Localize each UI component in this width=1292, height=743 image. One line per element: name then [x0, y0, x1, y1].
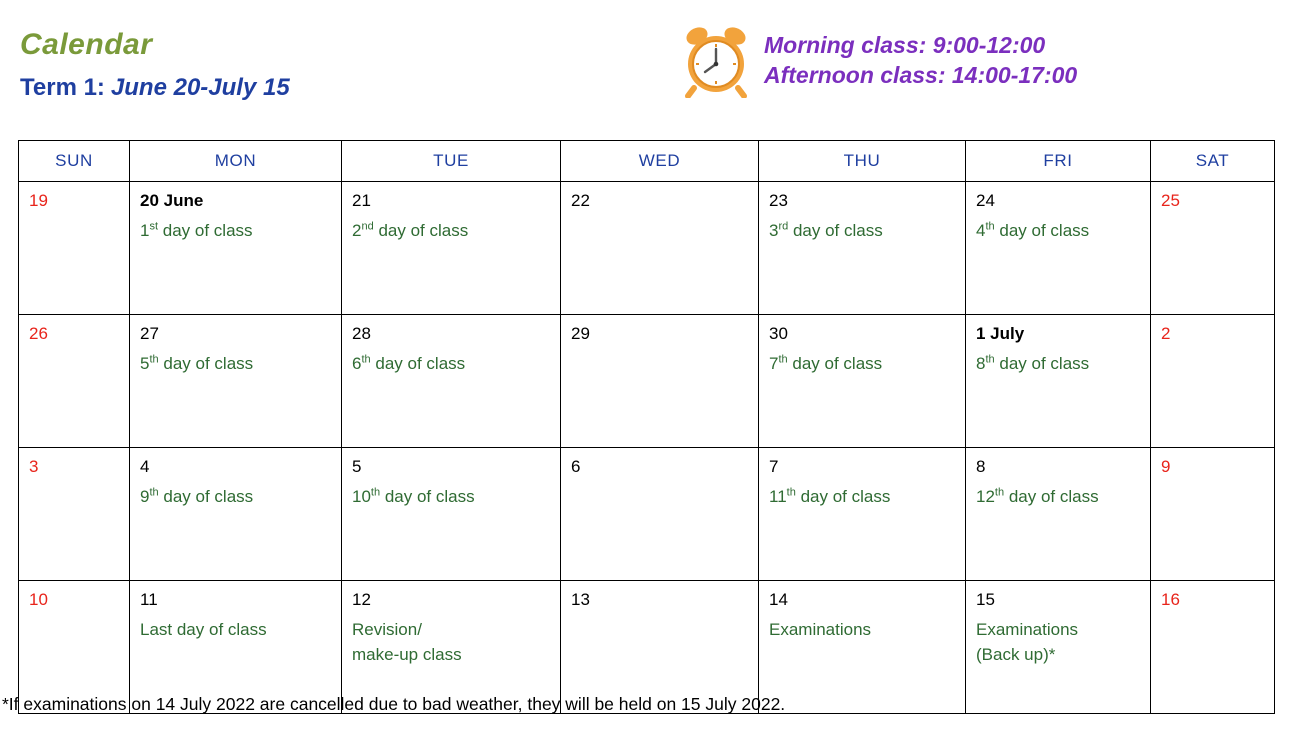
column-header-fri: FRI — [966, 141, 1151, 182]
calendar-day-cell[interactable] — [19, 315, 130, 448]
calendar-day-cell[interactable] — [1151, 182, 1275, 315]
calendar-header-row — [19, 141, 1275, 182]
day-number: 9 — [1161, 457, 1171, 476]
calendar-day-cell[interactable] — [130, 448, 342, 581]
day-number: 13 — [571, 590, 590, 609]
calendar-day-cell[interactable] — [759, 581, 966, 714]
day-note-line: 9th day of class — [140, 486, 254, 507]
day-number: 30 — [769, 324, 788, 343]
day-number: 4 — [140, 457, 150, 476]
ordinal-suffix: th — [985, 353, 995, 366]
calendar-day-cell[interactable] — [759, 448, 966, 581]
calendar-day-cell[interactable] — [130, 182, 342, 315]
ordinal-suffix: st — [149, 220, 159, 233]
calendar-day-cell[interactable] — [1151, 315, 1275, 448]
ordinal-suffix: nd — [361, 220, 374, 233]
column-header-sun: SUN — [19, 141, 130, 182]
day-number: 15 — [976, 590, 995, 609]
day-number: 28 — [352, 324, 371, 343]
calendar-day-cell[interactable] — [759, 315, 966, 448]
term-subtitle — [20, 75, 1270, 101]
day-note — [140, 618, 331, 643]
calendar-day-cell[interactable] — [561, 315, 759, 448]
calendar-day-cell[interactable] — [561, 182, 759, 315]
column-header-mon: MON — [130, 141, 342, 182]
day-number: 19 — [29, 191, 48, 210]
calendar-week-row — [19, 182, 1275, 315]
day-note — [769, 618, 955, 643]
day-number: 25 — [1161, 191, 1180, 210]
day-note-line: 11th day of class — [769, 486, 891, 507]
calendar-week-row — [19, 448, 1275, 581]
class-hours-text — [764, 32, 1077, 89]
calendar-body — [19, 182, 1275, 714]
day-number: 22 — [571, 191, 590, 210]
day-note — [352, 352, 550, 377]
day-note — [140, 352, 331, 377]
page-header — [20, 28, 1270, 128]
footnote: *If examinations on 14 July 2022 are cancelled due to bad weather, they will be held on 15 July 2022. — [2, 694, 786, 714]
day-note-line: Last day of class — [140, 620, 267, 640]
calendar-day-cell[interactable] — [1151, 581, 1275, 714]
day-number: 24 — [976, 191, 995, 210]
day-number: 29 — [571, 324, 590, 343]
day-number: 12 — [352, 590, 371, 609]
column-header-tue: TUE — [342, 141, 561, 182]
day-note-line: 4th day of class — [976, 220, 1090, 241]
ordinal-suffix: th — [994, 486, 1005, 499]
calendar-day-cell[interactable] — [966, 448, 1151, 581]
page-title: Calendar — [20, 28, 153, 61]
calendar-day-cell[interactable] — [130, 315, 342, 448]
day-number: 2 — [1161, 324, 1171, 343]
calendar-day-cell[interactable] — [342, 182, 561, 315]
calendar-day-cell[interactable] — [966, 581, 1151, 714]
day-number: 23 — [769, 191, 788, 210]
day-number: 8 — [976, 457, 986, 476]
class-hours-banner — [678, 22, 1077, 98]
ordinal-suffix: th — [149, 353, 159, 366]
day-note-line: Examinations — [976, 620, 1079, 640]
day-number: 10 — [29, 590, 48, 609]
day-number: 16 — [1161, 590, 1180, 609]
day-note-line: 10th day of class — [352, 486, 475, 507]
day-note-line: 3rd day of class — [769, 220, 883, 241]
term-label: Term 1: — [20, 74, 105, 101]
day-note-line: 6th day of class — [352, 353, 466, 374]
day-number: 7 — [769, 457, 779, 476]
day-number: 21 — [352, 191, 371, 210]
day-note — [352, 219, 550, 244]
ordinal-suffix: th — [361, 353, 371, 366]
day-note — [769, 352, 955, 377]
column-header-wed: WED — [561, 141, 759, 182]
day-number: 5 — [352, 457, 362, 476]
ordinal-suffix: th — [370, 486, 381, 499]
ordinal-suffix: th — [149, 486, 159, 499]
ordinal-suffix: rd — [778, 220, 789, 233]
morning-class-line: Morning class: 9:00-12:00 — [764, 31, 1046, 58]
calendar-week-row — [19, 315, 1275, 448]
column-header-sat: SAT — [1151, 141, 1275, 182]
day-note-line: (Back up)* — [976, 644, 1056, 664]
calendar-day-cell[interactable] — [19, 448, 130, 581]
calendar-table — [18, 140, 1275, 714]
day-note-line: 8th day of class — [976, 353, 1090, 374]
alarm-clock-icon — [678, 22, 754, 98]
calendar-day-cell[interactable] — [759, 182, 966, 315]
day-note-line: 5th day of class — [140, 353, 254, 374]
day-note-line: 1st day of class — [140, 220, 253, 241]
day-number: 27 — [140, 324, 159, 343]
day-note — [140, 219, 331, 244]
day-note — [976, 352, 1140, 377]
calendar-day-cell[interactable] — [1151, 448, 1275, 581]
day-number: 26 — [29, 324, 48, 343]
calendar-day-cell[interactable] — [966, 315, 1151, 448]
ordinal-suffix: th — [985, 220, 995, 233]
day-note — [976, 618, 1140, 667]
day-note — [352, 485, 550, 510]
day-note — [140, 485, 331, 510]
day-note — [352, 618, 550, 667]
ordinal-suffix: th — [786, 486, 796, 499]
ordinal-suffix: th — [778, 353, 788, 366]
calendar-day-cell[interactable] — [966, 182, 1151, 315]
day-note — [976, 219, 1140, 244]
day-note-line: 12th day of class — [976, 486, 1099, 507]
day-note — [769, 219, 955, 244]
day-number: 3 — [29, 457, 39, 476]
calendar-day-cell[interactable] — [561, 448, 759, 581]
calendar-day-cell[interactable] — [342, 315, 561, 448]
day-note-line: Examinations — [769, 620, 872, 640]
day-number: 11 — [140, 590, 158, 609]
afternoon-class-line: Afternoon class: 14:00-17:00 — [764, 62, 1078, 88]
day-number: 6 — [571, 457, 581, 476]
term-range: June 20-July 15 — [110, 74, 290, 101]
day-number: 20 June — [140, 191, 204, 210]
day-note-line: 7th day of class — [769, 353, 883, 374]
day-note-line: make-up class — [352, 644, 462, 664]
day-note-line: 2nd day of class — [352, 220, 469, 241]
day-number: 1 July — [976, 324, 1025, 343]
day-note-line: Revision/ — [352, 620, 422, 640]
day-number: 14 — [769, 590, 788, 609]
day-note — [976, 485, 1140, 510]
column-header-thu: THU — [759, 141, 966, 182]
calendar-day-cell[interactable] — [342, 448, 561, 581]
day-note — [769, 485, 955, 510]
calendar-day-cell[interactable] — [19, 182, 130, 315]
